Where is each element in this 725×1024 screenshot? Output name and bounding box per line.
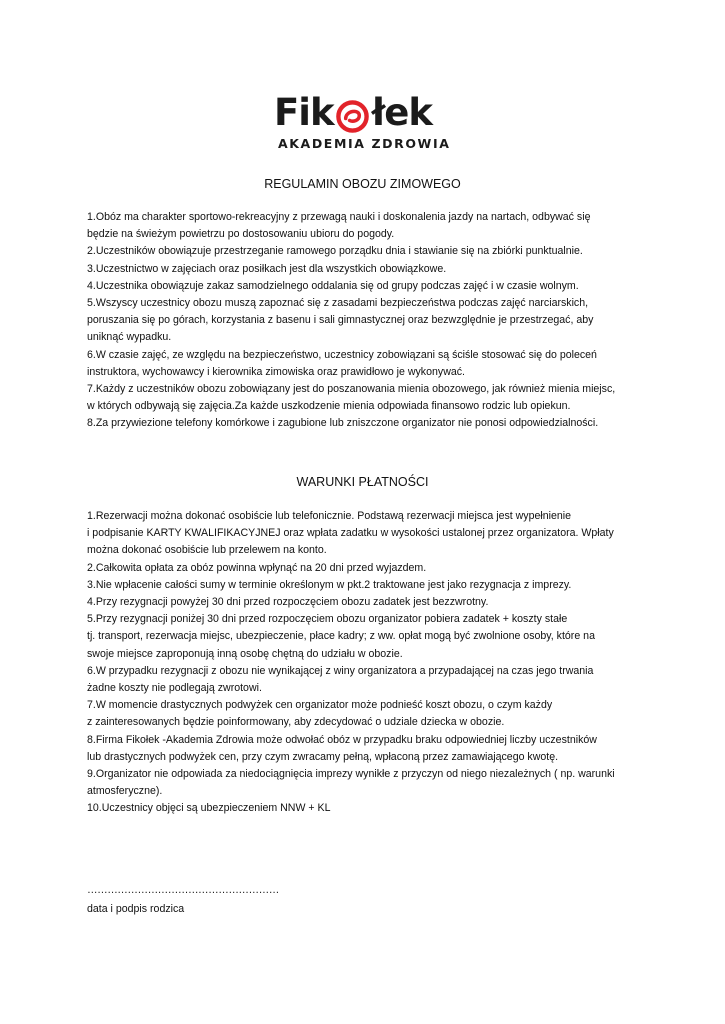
logo-ring-icon bbox=[335, 99, 370, 134]
logo-subtitle: AKADEMIA ZDROWIA bbox=[278, 136, 451, 151]
regulation-item: 2.Uczestników obowiązuje przestrzeganie ramowego porządku dnia i stawianie się na zbiórki punktualnie. bbox=[87, 245, 583, 258]
regulation-item: 7.Każdy z uczestników obozu zobowiązany jest do poszanowania mienia obozowego, jak również mienia miejsc, w których odbywają się zajęcia.Za każde uszkodzenie mienia odpowiada finansowo rodzic lub opiekun. bbox=[87, 383, 616, 413]
signature-line: ………………………………………………… bbox=[87, 884, 279, 896]
payment-item: 8.Firma Fikołek -Akademia Zdrowia może odwołać obóz w przypadku braku odpowiedniej liczby uczestników lub drastycznych podwyżek cen, przy czym zwracamy pełną, wpłaconą przez zamawiającego kwotę. bbox=[87, 733, 597, 763]
payment-item: 3.Nie wpłacenie całości sumy w terminie określonym w pkt.2 traktowane jest jako rezygnacja z imprezy. bbox=[87, 578, 572, 591]
payment-item: 6.W przypadku rezygnacji z obozu nie wynikającej z winy organizatora a przypadającej na czas jego trwania żadne koszty nie podlegają zwrotowi. bbox=[87, 664, 594, 695]
payment-title: WARUNKI PŁATNOŚCI bbox=[296, 475, 429, 489]
payment-item: 9.Organizator nie odpowiada za niedociągnięcia imprezy wynikłe z przyczyn od niego niezależnych ( np. warunki atmosferyczne). bbox=[87, 768, 615, 798]
signature-label: data i podpis rodzica bbox=[87, 903, 185, 915]
regulations-title: REGULAMIN OBOZU ZIMOWEGO bbox=[264, 177, 461, 191]
payment-item: 1.Rezerwacji można dokonać osobiście lub telefonicznie. Podstawą rezerwacji miejsca jest wypełnienie i podpisanie KARTY KWALIFIKACYJNEJ oraz wpłata zadatku w wysokości ustalonej przez organizatora. Wpłaty można dokonać osobiście lub przelewem na konto. bbox=[87, 510, 614, 557]
regulations-list bbox=[87, 209, 647, 433]
logo-ring-swirl bbox=[345, 111, 359, 121]
logo-wordmark bbox=[274, 91, 454, 134]
regulation-item: 4.Uczestnika obowiązuje zakaz samodzielnego oddalania się od grupy podczas zajęć i w czasie wolnym. bbox=[87, 279, 579, 292]
payment-list bbox=[87, 508, 647, 818]
payment-item: 10.Uczestnicy objęci są ubezpieczeniem NNW + KL bbox=[87, 802, 331, 815]
logo-word-end: łek bbox=[371, 91, 433, 134]
payment-item: 5.Przy rezygnacji poniżej 30 dni przed rozpoczęciem obozu organizator pobiera zadatek + koszty stałe tj. transport, rezerwacja miejsc, ubezpieczenie, płace kadry; z ww. opłat mogą być zwolnione osoby, które na swoje miejsce zaproponują inną osobę chętną do udziału w obozie. bbox=[87, 613, 595, 660]
regulation-item: 6.W czasie zajęć, ze względu na bezpieczeństwo, uczestnicy zobowiązani są ściśle stosować się do poleceń instruktora, wychowawcy i kierownika zimowiska oraz prawidłowo je wykonywać. bbox=[87, 348, 597, 378]
company-logo bbox=[274, 91, 454, 156]
payment-item: 2.Całkowita opłata za obóz powinna wpłynąć na 20 dni przed wyjazdem. bbox=[87, 561, 427, 574]
logo-word-start: Fik bbox=[274, 91, 334, 134]
regulation-item: 3.Uczestnictwo w zajęciach oraz posiłkach jest dla wszystkich obowiązkowe. bbox=[87, 262, 447, 275]
regulation-item: 8.Za przywiezione telefony komórkowe i zagubione lub zniszczone organizator nie ponosi odpowiedzialności. bbox=[87, 417, 599, 430]
regulation-item: 5.Wszyscy uczestnicy obozu muszą zapoznać się z zasadami bezpieczeństwa podczas zajęć narciarskich, poruszania się po górach, korzystania z basenu i sali gimnastycznej oraz bezwzględnie je przestrzegać, aby uniknąć wypadku. bbox=[87, 297, 594, 344]
regulation-item: 1.Obóz ma charakter sportowo-rekreacyjny z przewagą nauki i doskonalenia jazdy na nartach, odbywać się będzie na świeżym powietrzu po dostosowaniu ubioru do pogody. bbox=[87, 211, 591, 241]
payment-item: 7.W momencie drastycznych podwyżek cen organizator może podnieść koszt obozu, o czym każdy z zainteresowanych będzie poinformowany, aby zdecydować o udziale dziecka w obozie. bbox=[87, 699, 553, 729]
payment-item: 4.Przy rezygnacji powyżej 30 dni przed rozpoczęciem obozu zadatek jest bezzwrotny. bbox=[87, 596, 489, 609]
logo-ring-outer bbox=[338, 102, 366, 130]
